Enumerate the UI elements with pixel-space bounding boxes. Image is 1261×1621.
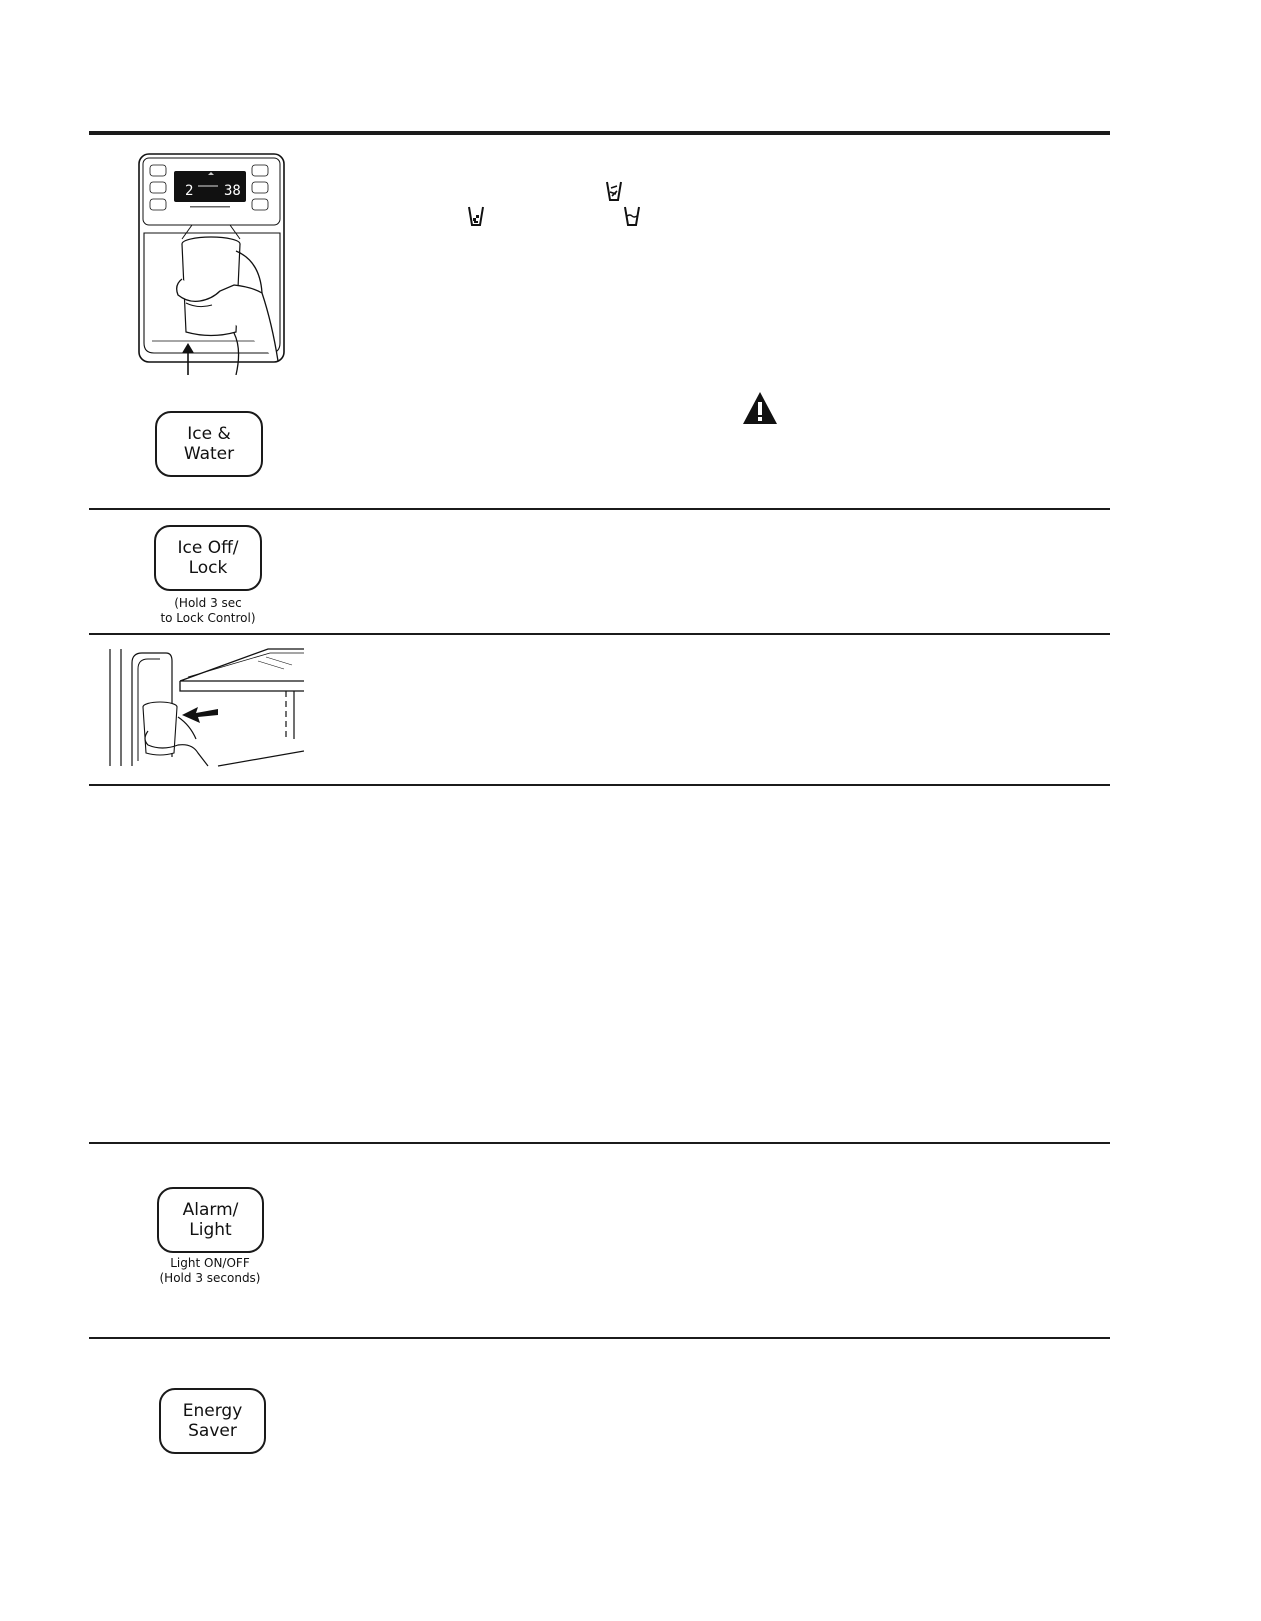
ice-off-lock-label-1: Ice Off/ xyxy=(177,538,239,558)
crushed-ice-cup-icon xyxy=(604,179,624,203)
alarm-light-caption xyxy=(140,1256,280,1286)
ice-water-button[interactable] xyxy=(155,411,263,477)
ice-water-label-2: Water xyxy=(183,444,235,464)
ice-off-lock-caption-1: (Hold 3 sec xyxy=(174,596,242,610)
fridge-temp: 38 xyxy=(224,183,241,199)
alarm-light-label-2: Light xyxy=(189,1220,232,1240)
ice-off-lock-caption xyxy=(138,596,278,626)
freezer-temp: 2 xyxy=(185,183,194,199)
section-rule-3 xyxy=(89,784,1110,786)
ice-off-lock-label-2: Lock xyxy=(188,558,228,578)
energy-saver-label-2: Saver xyxy=(188,1421,237,1441)
energy-saver-button[interactable] xyxy=(159,1388,266,1454)
water-cup-icon xyxy=(622,204,642,228)
section-rule-4 xyxy=(89,1142,1110,1144)
alarm-light-button[interactable] xyxy=(157,1187,264,1253)
dispenser-illustration xyxy=(138,153,290,375)
warning-triangle-icon xyxy=(742,391,778,425)
ice-water-label-1: Ice & xyxy=(187,424,231,444)
section-rule-5 xyxy=(89,1337,1110,1339)
section-rule-2 xyxy=(89,633,1110,635)
energy-saver-label-1: Energy xyxy=(182,1401,243,1421)
cubed-ice-cup-icon xyxy=(466,204,486,228)
top-rule xyxy=(89,131,1110,135)
ice-off-lock-button[interactable] xyxy=(154,525,262,591)
ice-off-lock-caption-2: to Lock Control) xyxy=(160,611,256,625)
door-light-illustration xyxy=(108,647,304,767)
alarm-light-caption-1: Light ON/OFF xyxy=(170,1256,250,1270)
alarm-light-caption-2: (Hold 3 seconds) xyxy=(159,1271,261,1285)
alarm-light-label-1: Alarm/ xyxy=(182,1200,239,1220)
section-rule-1 xyxy=(89,508,1110,510)
